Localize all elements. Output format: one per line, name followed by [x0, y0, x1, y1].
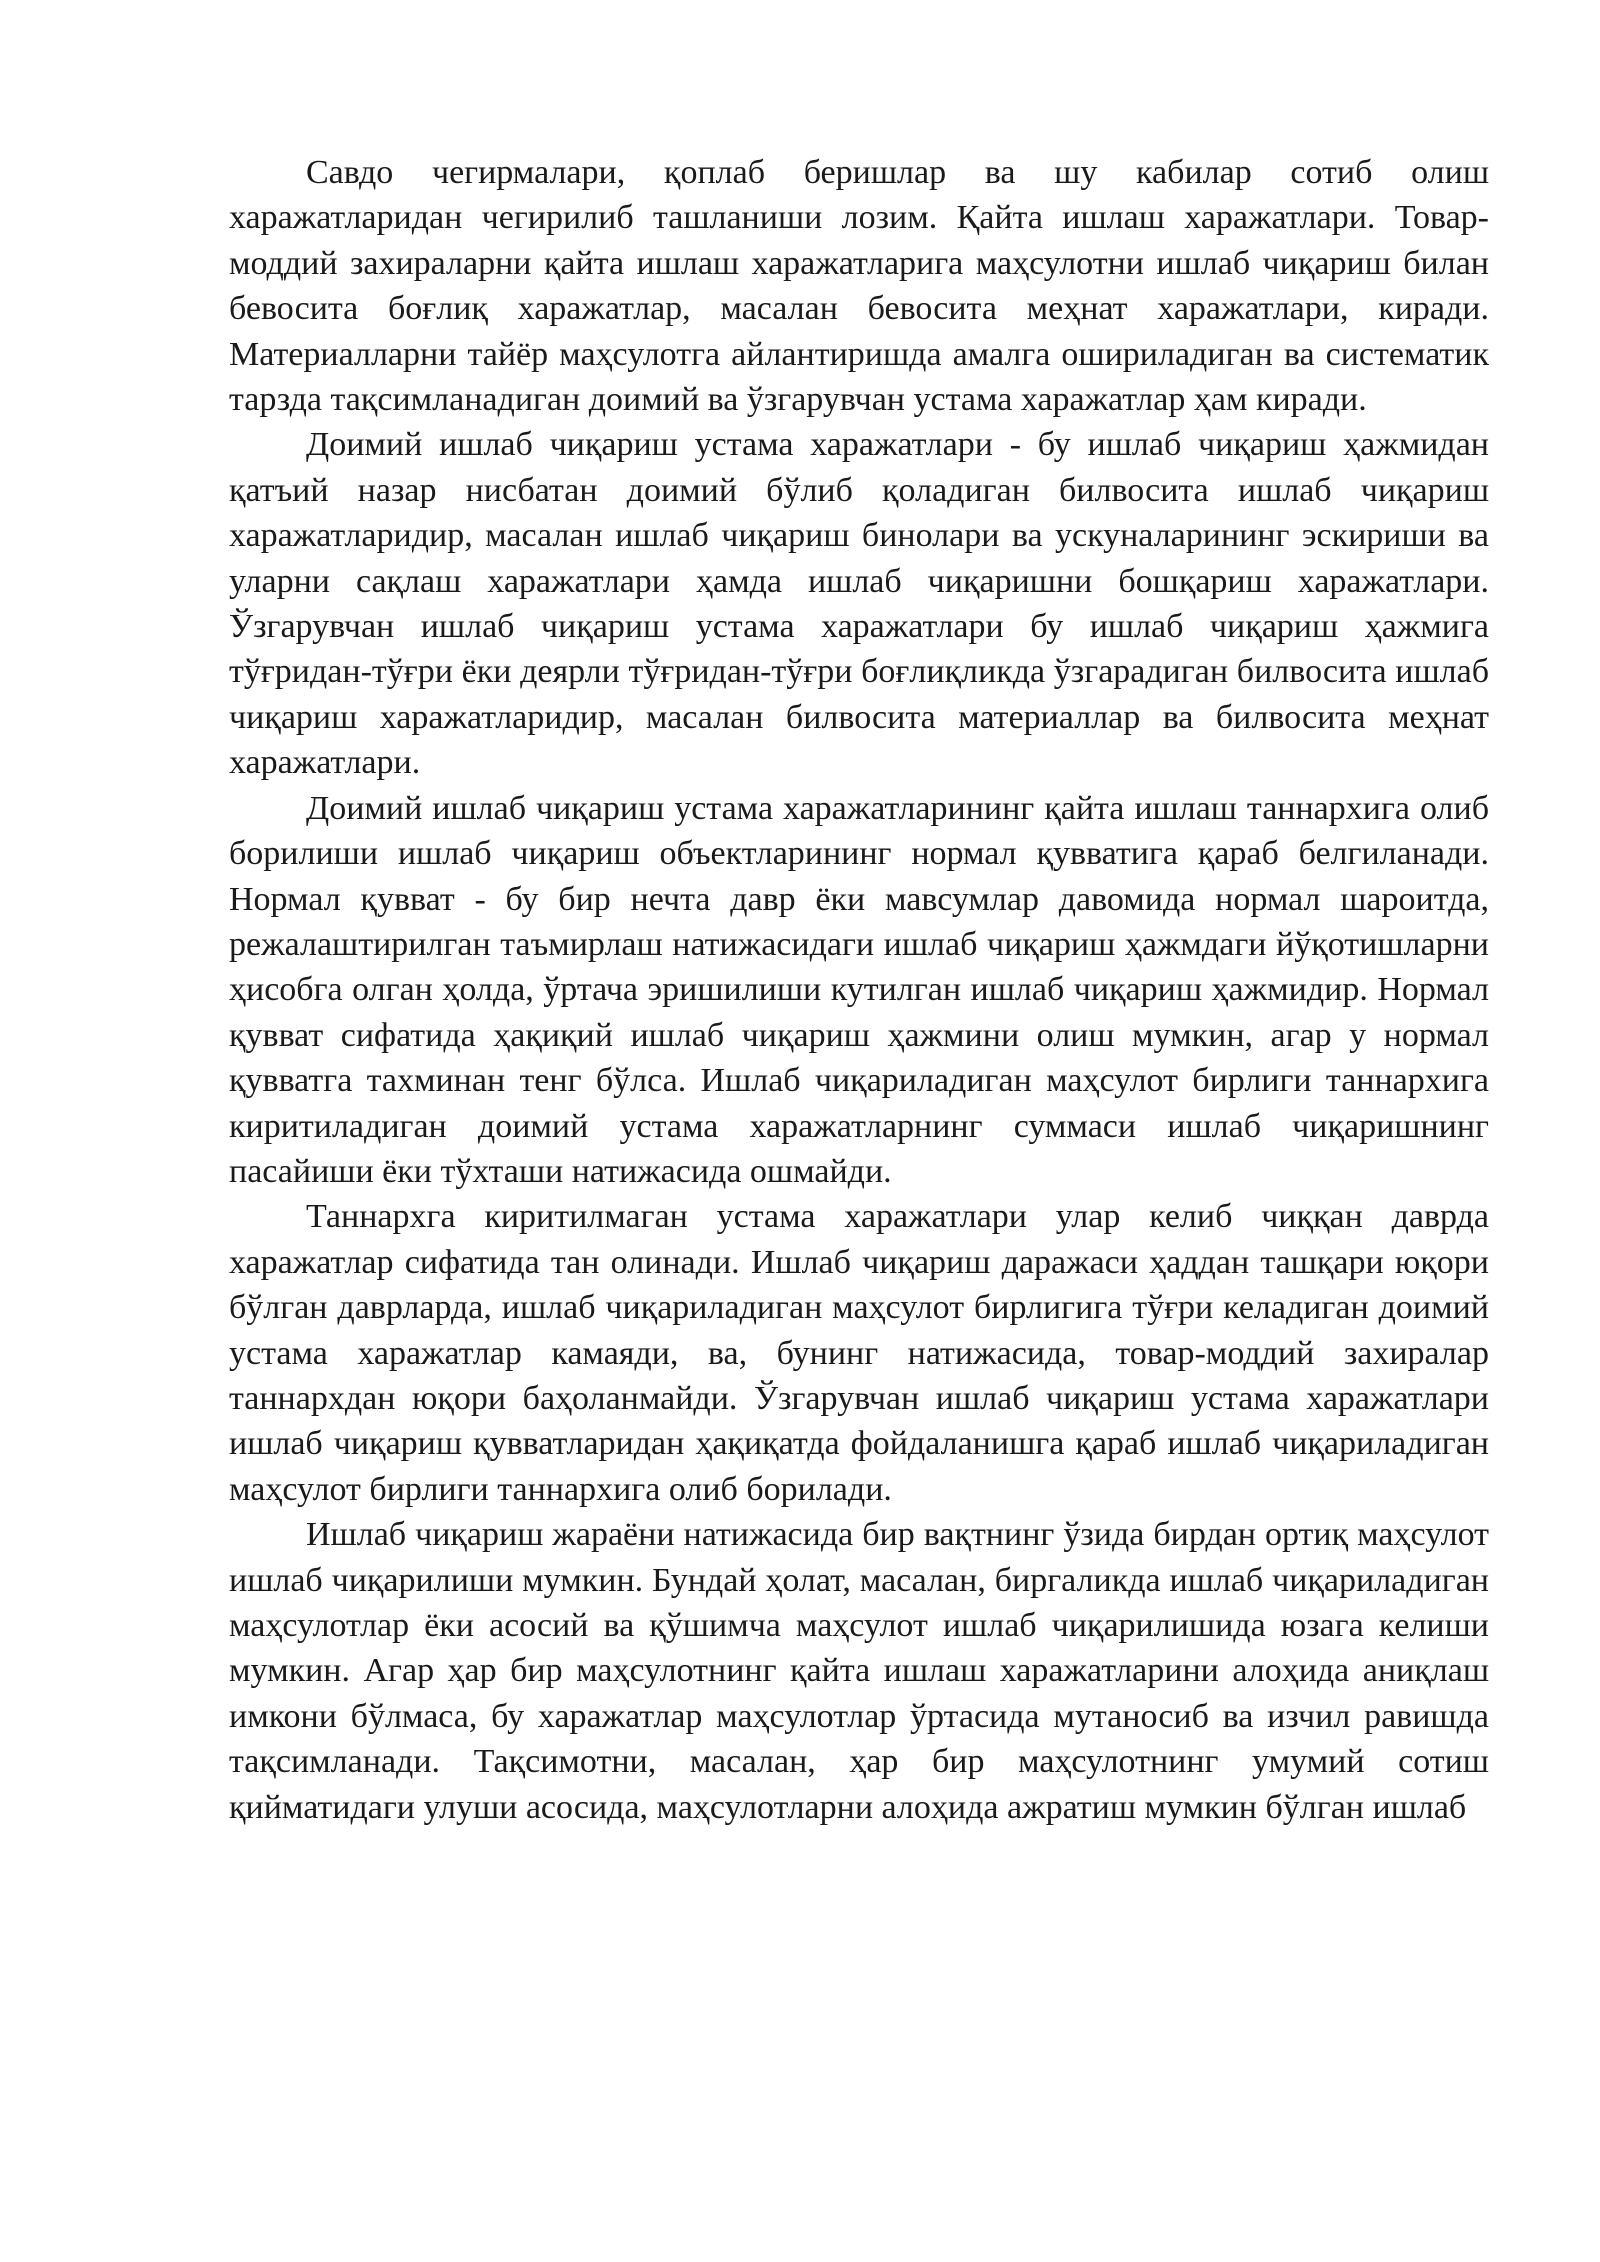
paragraph-2: Доимий ишлаб чиқариш устама харажатлари - бу ишлаб чиқариш ҳажмидан қатъий назар нисбатан доимий бўлиб қоладиган билвосита ишлаб чиқариш харажатларидир, масалан ишлаб чиқариш бинолари ва ускуналарининг эскириши ва уларни сақлаш харажатлари ҳамда ишлаб чиқаришни бошқариш харажатлари. Ўзгарувчан ишлаб чиқариш устама харажатлари бу ишлаб чиқариш ҳажмига тўғридан-тўғри ёки деярли тўғридан-тўғри боғлиқликда ўзгарадиган билвосита ишлаб чиқариш харажатларидир, масалан билвосита материаллар ва билвосита меҳнат харажатлари. [229, 426, 1489, 782]
paragraph-5: Ишлаб чиқариш жараёни натижасида бир вақтнинг ўзида бирдан ортиқ маҳсулот ишлаб чиқарилиши мумкин. Бундай ҳолат, масалан, биргаликда ишлаб чиқариладиган маҳсулотлар ёки асосий ва қўшимча маҳсулот ишлаб чиқарилишида юзага келиши мумкин. Агар ҳар бир маҳсулотнинг қайта ишлаш харажатларини алоҳида аниқлаш имкони бўлмаса, бу харажатлар маҳсулотлар ўртасида мутаносиб ва изчил равишда тақсимланади. Тақсимотни, масалан, ҳар бир маҳсулотнинг умумий сотиш қийматидаги улуши асосида, маҳсулотларни алоҳида ажратиш мумкин бўлган ишлаб [229, 1516, 1489, 1826]
paragraph-3: Доимий ишлаб чиқариш устама харажатларининг қайта ишлаш таннархига олиб борилиши ишлаб чиқариш объектларининг нормал қувватига қараб белгиланади. Нормал қувват - бу бир нечта давр ёки мавсумлар давомида нормал шароитда, режалаштирилган таъмирлаш натижасидаги ишлаб чиқариш ҳажмдаги йўқотишларни ҳисобга олган ҳолда, ўртача эришилиши кутилган ишлаб чиқариш ҳажмидир. Нормал қувват сифатида ҳақиқий ишлаб чиқариш ҳажмини олиш мумкин, агар у нормал қувватга тахминан тенг бўлса. Ишлаб чиқариладиган маҳсулот бирлиги таннархига киритиладиган доимий устама харажатларнинг суммаси ишлаб чиқаришнинг пасайиши ёки тўхташи натижасида ошмайди. [229, 789, 1489, 1190]
paragraph-1: Савдо чегирмалари, қоплаб беришлар ва шу кабилар сотиб олиш харажатларидан чегирилиб ташланиши лозим. Қайта ишлаш харажатлари. Товар-моддий захираларни қайта ишлаш харажатларига маҳсулотни ишлаб чиқариш билан бевосита боғлиқ харажатлар, масалан бевосита меҳнат харажатлари, киради. Материалларни тайёр маҳсулотга айлантиришда амалга ошириладиган ва систематик тарзда тақсимланадиган доимий ва ўзгарувчан устама харажатлар ҳам киради. [229, 154, 1489, 419]
document-body [229, 150, 1489, 1830]
paragraph-4: Таннархга киритилмаган устама харажатлари улар келиб чиққан даврда харажатлар сифатида тан олинади. Ишлаб чиқариш даражаси ҳаддан ташқари юқори бўлган даврларда, ишлаб чиқариладиган маҳсулот бирлигига тўғри келадиган доимий устама харажатлар камаяди, ва, бунинг натижасида, товар-моддий захиралар таннархдан юқори баҳоланмайди. Ўзгарувчан ишлаб чиқариш устама харажатлари ишлаб чиқариш қувватларидан ҳақиқатда фойдаланишга қараб ишлаб чиқариладиган маҳсулот бирлиги таннархига олиб борилади. [229, 1198, 1489, 1508]
